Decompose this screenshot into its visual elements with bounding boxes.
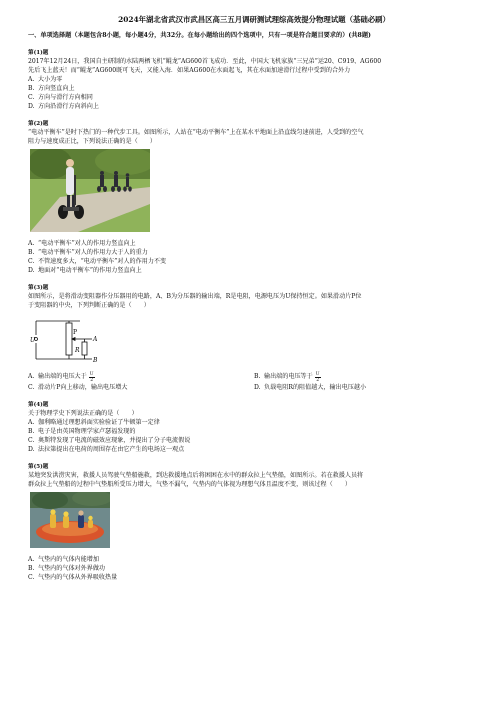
option-letter: A. bbox=[28, 373, 35, 380]
option-text: “电动平衡车”对人的作用力竖直向上 bbox=[38, 240, 136, 247]
circuit-label-r: R bbox=[75, 347, 80, 354]
option-a[interactable] bbox=[28, 372, 254, 383]
fraction-numerator: U bbox=[315, 372, 320, 377]
question-1 bbox=[28, 49, 480, 111]
option-b[interactable] bbox=[28, 427, 480, 436]
option-text: 输出端的电压等于 bbox=[264, 373, 313, 380]
question-5 bbox=[28, 463, 480, 582]
option-text: 伽利略通过理想斜面实验验证了牛顿第一定律 bbox=[38, 419, 160, 426]
option-letter: B. bbox=[28, 85, 35, 92]
option-a[interactable] bbox=[28, 555, 480, 564]
option-c[interactable] bbox=[28, 257, 480, 266]
option-letter: D. bbox=[28, 446, 35, 453]
option-a[interactable] bbox=[28, 75, 480, 84]
option-c[interactable] bbox=[28, 573, 480, 582]
option-b[interactable] bbox=[28, 248, 480, 257]
option-letter: C. bbox=[28, 574, 35, 581]
circuit-label-p: P bbox=[73, 329, 78, 336]
option-text: 法拉第提出在电荷的周围存在由它产生的电场这一观点 bbox=[38, 446, 185, 453]
option-d[interactable] bbox=[28, 266, 480, 275]
option-b[interactable] bbox=[28, 564, 480, 573]
question-head: 第(1)题 bbox=[28, 50, 49, 56]
question-head: 第(3)题 bbox=[28, 285, 49, 291]
option-d[interactable] bbox=[28, 445, 480, 454]
question-stem-line: 某地突发洪涝灾害，救援人员驾驶气垫船施救，到达救援地点后将困困在水中的群众拉上气垫船，如图所示。若在救援人员将 bbox=[28, 472, 364, 479]
option-letter: A. bbox=[28, 76, 35, 83]
question-head: 第(4)题 bbox=[28, 402, 49, 408]
page-title: 2024年湖北省武汉市武昌区高三五月调研测试理综高效提分物理试题（基础必刷） bbox=[118, 15, 390, 24]
option-text: 奥斯特发现了电流的磁效应现象，并提出了分子电流假说 bbox=[38, 437, 191, 444]
question-stem-line: “电动平衡车”是时下热门的一种代步工具。如图所示，人站在“电动平衡车”上在某水平地面上沿直线匀速前进，人受到的空气 bbox=[28, 129, 364, 136]
option-letter: C. bbox=[28, 384, 35, 391]
fraction-u-over-2 bbox=[89, 372, 95, 383]
option-letter: A. bbox=[28, 556, 35, 563]
option-d[interactable] bbox=[254, 383, 480, 392]
question-4 bbox=[28, 401, 480, 454]
option-text: 方向沿滑行方向斜向上 bbox=[38, 103, 99, 110]
question-stem-line: 阻力与速度成正比，下列说法正确的是（ ） bbox=[28, 138, 156, 145]
option-text: 方向竖直向上 bbox=[38, 85, 75, 92]
option-letter: A. bbox=[28, 419, 35, 426]
question-stem-line: 关于物理学史下列说法正确的是（ ） bbox=[28, 410, 138, 417]
option-text: 气垫内的气体对外界做功 bbox=[38, 565, 106, 572]
option-letter: D. bbox=[254, 384, 261, 391]
rescue-hovercraft-photo bbox=[30, 492, 480, 552]
option-c[interactable] bbox=[28, 93, 480, 102]
option-text: 负载电阻R的阻值越大，输出电压越小 bbox=[264, 384, 367, 391]
voltage-divider-circuit bbox=[30, 313, 480, 369]
option-text: 气垫内的气体从外界吸收热量 bbox=[38, 574, 118, 581]
option-letter: B. bbox=[28, 565, 35, 572]
fraction-numerator: U bbox=[89, 372, 94, 377]
option-letter: C. bbox=[28, 94, 35, 101]
option-a[interactable] bbox=[28, 239, 480, 248]
question-stem-line: 群众拉上气垫船的过程中气垫船所受压力增大，气垫不漏气，气垫内的气体视为理想气体且温度不变，则该过程（ ） bbox=[28, 481, 351, 488]
question-head: 第(2)题 bbox=[28, 121, 49, 127]
fraction-denominator: 2 bbox=[316, 378, 320, 383]
option-text: 不管速度多大，“电动平衡车”对人的作用力不变 bbox=[38, 258, 167, 265]
question-stem-line: 2017年12月24日，我国自主研制的水陆两栖飞机“鲲龙”AG600首飞成功．至此，中国大飞机家族“三兄弟”运20、C919、AG600 bbox=[28, 58, 382, 65]
circuit-label-u: U bbox=[30, 337, 36, 344]
circuit-label-a: A bbox=[93, 336, 98, 343]
option-text: 大小为零 bbox=[38, 76, 63, 83]
option-grid bbox=[28, 372, 480, 392]
option-c[interactable] bbox=[28, 383, 254, 392]
option-letter: D. bbox=[28, 267, 35, 274]
option-b[interactable] bbox=[254, 372, 480, 383]
option-text: “电动平衡车”对人的作用力大于人的重力 bbox=[38, 249, 148, 256]
option-text: 方向与滑行方向相同 bbox=[38, 94, 93, 101]
section-heading: 一、单项选择题（本题包含8小题，每小题4分，共32分。在每小题给出的四个选项中，只有一项是符合题目要求的）(共8题) bbox=[28, 32, 371, 39]
option-letter: D. bbox=[28, 103, 35, 110]
question-head: 第(5)题 bbox=[28, 464, 49, 470]
question-stem-line: 先后飞上蓝天！而“鲲龙”AG600既可飞天，又能入海．如果AG600在水面起飞，其在水面加速滑行过程中受到的合外力 bbox=[28, 67, 351, 74]
option-letter: C. bbox=[28, 437, 35, 444]
option-text: 电子是由英国物理学家卢瑟福发现的 bbox=[38, 428, 136, 435]
option-c[interactable] bbox=[28, 436, 480, 445]
option-text: 滑动片P向上移动，输出电压增大 bbox=[38, 384, 128, 391]
question-2 bbox=[28, 120, 480, 275]
balance-car-photo bbox=[30, 149, 480, 236]
option-d[interactable] bbox=[28, 102, 480, 111]
option-b[interactable] bbox=[28, 84, 480, 93]
option-a[interactable] bbox=[28, 418, 480, 427]
question-stem-line: 于变阻器的中央，下列判断正确的是（ ） bbox=[28, 302, 150, 309]
fraction-denominator: 2 bbox=[90, 378, 94, 383]
question-3 bbox=[28, 284, 480, 392]
fraction-u-over-2 bbox=[315, 372, 321, 383]
option-letter: B. bbox=[254, 373, 261, 380]
option-letter: A. bbox=[28, 240, 35, 247]
question-stem-line: 如图所示，是将滑动变阻器作分压器用的电路，A、B为分压器的输出端，R是电阻，电源电压为U保持恒定。如果滑动片P位 bbox=[28, 293, 362, 300]
option-letter: C. bbox=[28, 258, 35, 265]
option-text: 地面对“电动平衡车”的作用力竖直向上 bbox=[38, 267, 142, 274]
circuit-label-b: B bbox=[93, 357, 98, 364]
option-text: 气垫内的气体内能增加 bbox=[38, 556, 99, 563]
exam-page bbox=[28, 14, 480, 582]
option-text: 输出端的电压大于 bbox=[38, 373, 87, 380]
option-letter: B. bbox=[28, 249, 35, 256]
option-letter: B. bbox=[28, 428, 35, 435]
